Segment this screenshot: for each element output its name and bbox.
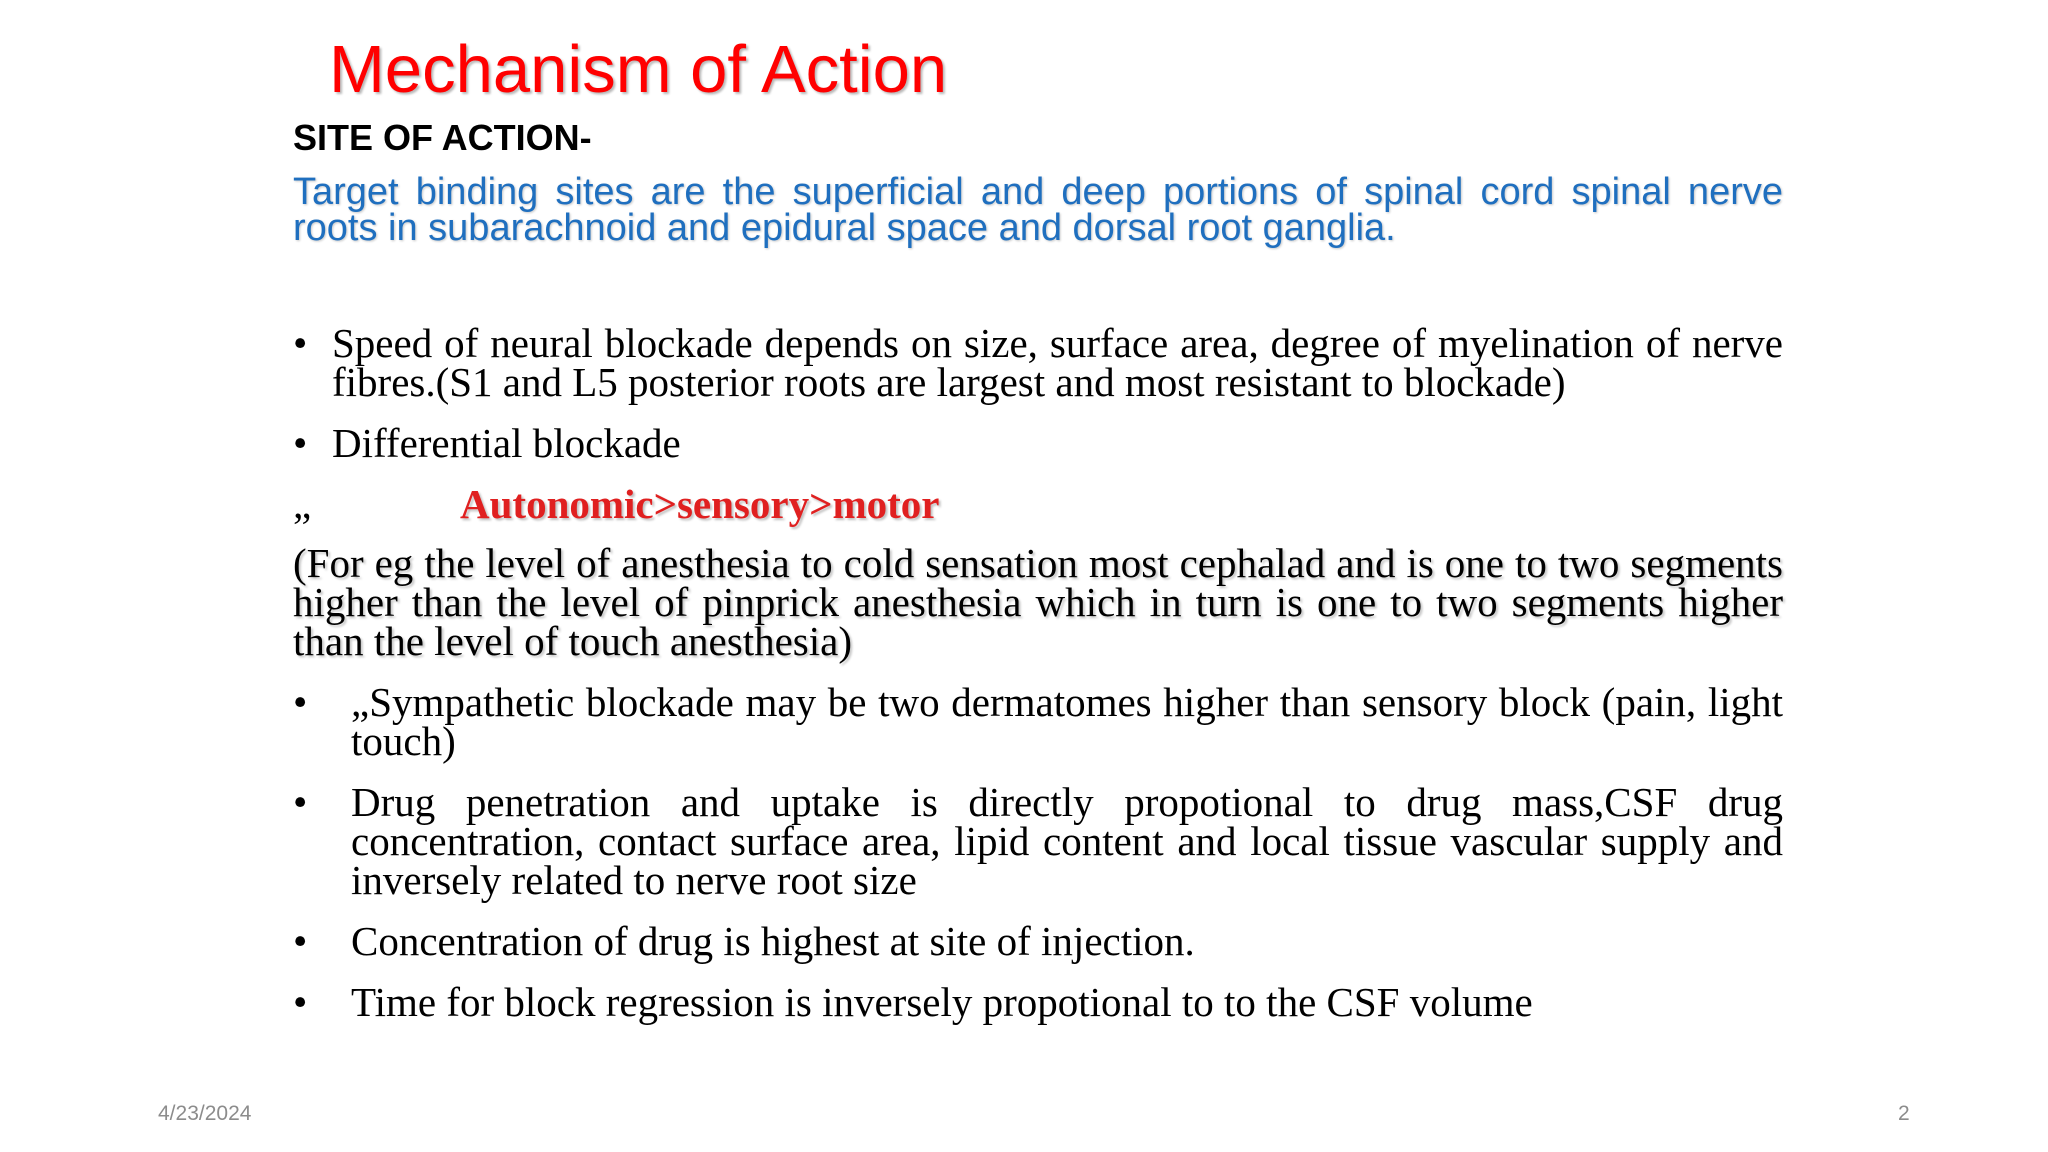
bullet-marker: • — [293, 918, 308, 964]
bullet-item-concentration — [293, 918, 1783, 964]
bullet-marker: • — [293, 979, 308, 1025]
bullet-item-regression — [293, 979, 1783, 1025]
slide-title: Mechanism of Action — [329, 32, 948, 107]
bullet-text: Differential blockade — [332, 420, 681, 466]
site-of-action-heading: SITE OF ACTION- — [293, 117, 592, 158]
bullet-text: „Sympathetic blockade may be two dermatomes higher than sensory block (pain, light touch) — [351, 679, 1783, 764]
bullet-text: Speed of neural blockade depends on size, surface area, degree of myelination of nerve fibres.(S1 and L5 posterior roots are largest and most resistant to blockade) — [332, 320, 1783, 405]
blockade-order-text: Autonomic>sensory>motor — [460, 481, 940, 527]
bullet-item-drug-penetration — [293, 779, 1783, 903]
bullet-text: Time for block regression is inversely propotional to to the CSF volume — [351, 979, 1533, 1025]
example-paragraph: (For eg the level of anesthesia to cold sensation most cephalad and is one to two segments higher than the level of pinprick anesthesia which in turn is one to two segments higher than the level of touch anesthesia) — [293, 540, 1783, 664]
bullet-marker: • — [293, 320, 308, 366]
bullet-item-speed — [293, 320, 1783, 405]
bullet-marker: • — [293, 420, 308, 466]
bullet-marker: • — [293, 779, 308, 825]
site-of-action-text: Target binding sites are the superficial and deep portions of spinal cord spinal nerve roots in subarachnoid and epidural space and dorsal root ganglia. — [293, 171, 1783, 249]
bullet-text: Drug penetration and uptake is directly propotional to drug mass,CSF drug concentration, contact surface area, lipid content and local tissue vascular supply and inversely related to nerve root size — [351, 779, 1783, 903]
bullet-item-sympathetic — [293, 679, 1783, 764]
quote-mark: „ — [293, 481, 312, 527]
bullet-text: Concentration of drug is highest at site of injection. — [351, 918, 1195, 964]
slide-content — [293, 116, 1783, 1044]
blockade-order-line — [293, 481, 1783, 527]
bullet-item-differential — [293, 420, 1783, 466]
page-number: 2 — [1898, 1102, 1910, 1125]
footer-date: 4/23/2024 — [158, 1102, 252, 1125]
bullet-marker: • — [293, 679, 308, 725]
